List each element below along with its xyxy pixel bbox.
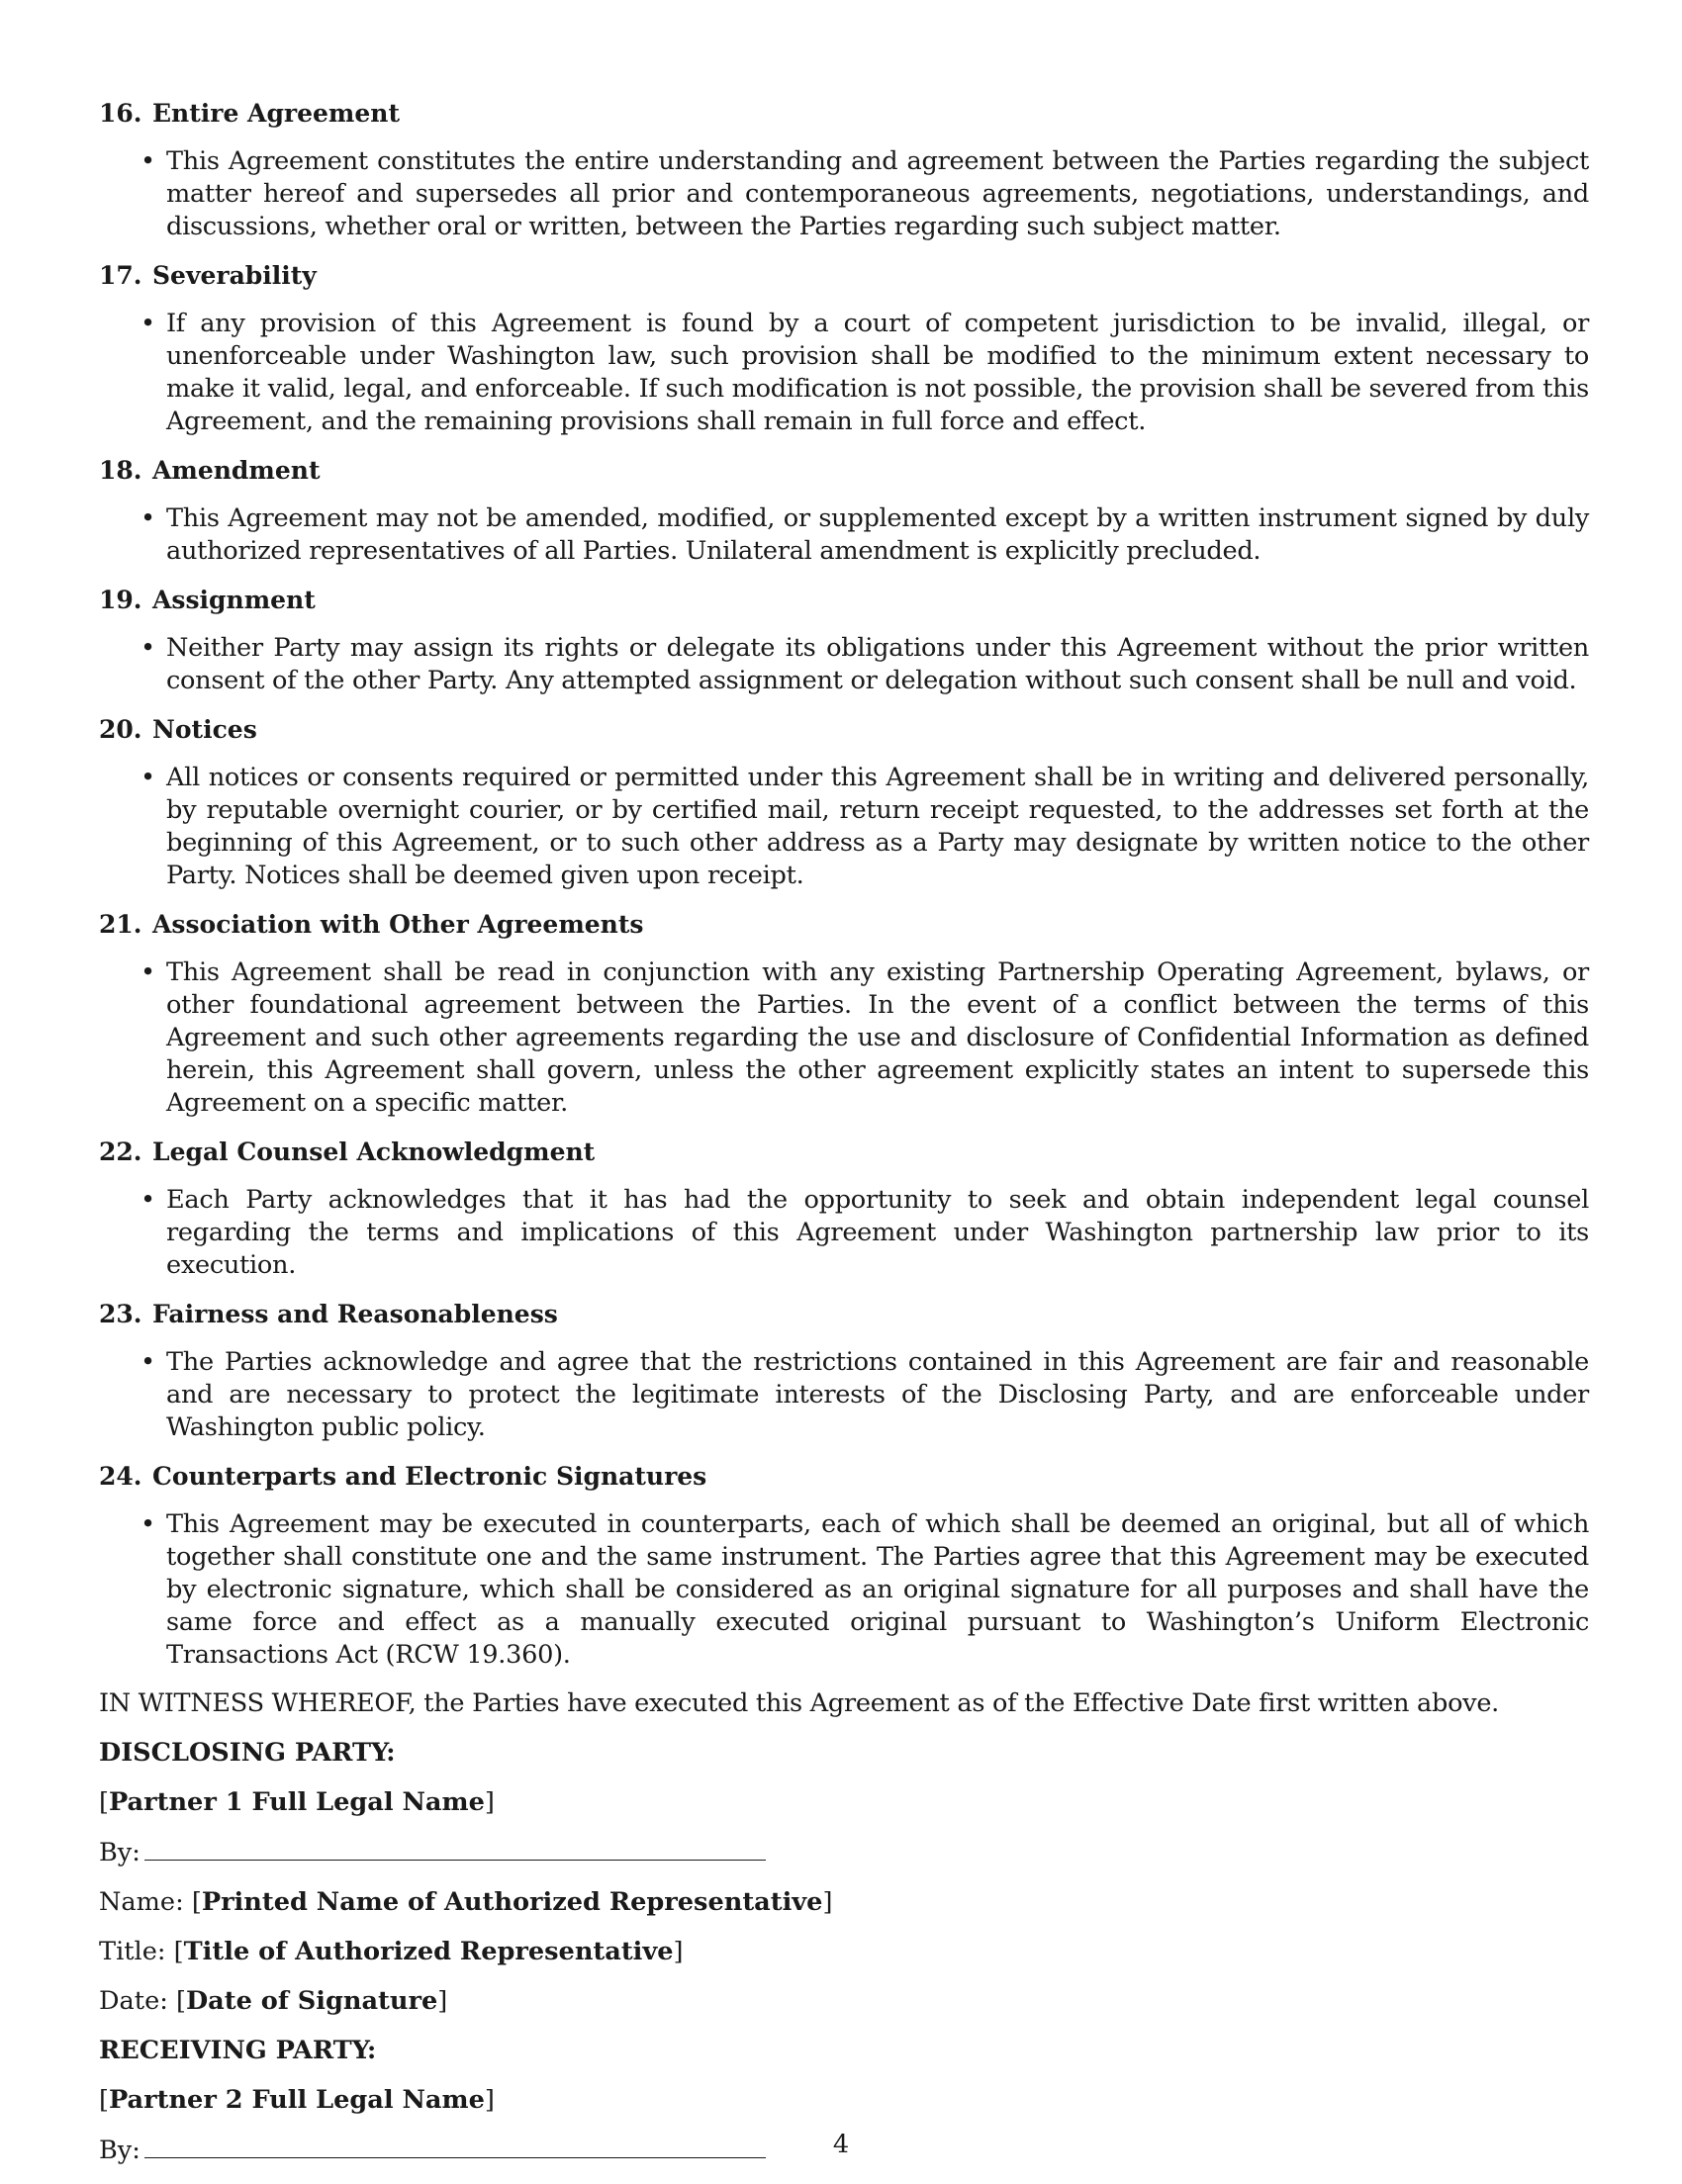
- section-title: Fairness and Reasonableness: [152, 1300, 558, 1328]
- section-text: • This Agreement may not be amended, modified, or supplemented except by a written instrument signed by duly authorized representatives of all Parties. Unilateral amendment is explicitly precluded.: [99, 502, 1589, 568]
- section-title: Legal Counsel Acknowledgment: [152, 1138, 596, 1166]
- page-number: 4: [832, 2130, 850, 2159]
- section-bullets: [99, 956, 1589, 1120]
- section-text: • If any provision of this Agreement is found by a court of competent jurisdiction to be invalid, illegal, or unenforceable under Washington law, such provision shall be modified to the minimum extent necessary to make it valid, legal, and enforceable. If such modification is not possible, the provision shall be severed from this Agreement, and the remaining provisions shall remain in full force and effect.: [99, 308, 1589, 438]
- disclosing-party-name: [Partner 1 Full Legal Name]: [99, 1787, 495, 1817]
- section-text: • This Agreement constitutes the entire understanding and agreement between the Parties regarding the subject matter hereof and supersedes all prior and contemporaneous agreements, negotiations, understandings, and discussions, whether oral or written, between the Parties regarding such subject matter.: [99, 145, 1589, 243]
- section-number: 22.: [99, 1138, 142, 1166]
- section-bullets: [99, 145, 1589, 243]
- section-block: [99, 97, 1589, 243]
- disclosing-party-block: [99, 1737, 1589, 2018]
- section-block: [99, 584, 1589, 697]
- section-block: [99, 1298, 1589, 1444]
- section-number: 23.: [99, 1300, 142, 1328]
- section-block: [99, 1460, 1589, 1672]
- section-block: [99, 713, 1589, 892]
- by-label: By:: [99, 2136, 140, 2165]
- section-number: 19.: [99, 586, 142, 614]
- signature-rule: [144, 1836, 766, 1861]
- section-block: [99, 1136, 1589, 1282]
- section-title: Association with Other Agreements: [152, 910, 644, 939]
- section-number: 18.: [99, 456, 142, 485]
- section-heading: [99, 1298, 1589, 1330]
- section-text: • Each Party acknowledges that it has had the opportunity to seek and obtain independent legal counsel regarding the terms and implications of this Agreement under Washington partnership law prior to its execution.: [99, 1184, 1589, 1282]
- receiving-party-name: [Partner 2 Full Legal Name]: [99, 2085, 495, 2115]
- disclosing-title: Title: [Title of Authorized Representative]: [99, 1937, 684, 1966]
- section-bullets: [99, 502, 1589, 568]
- section-heading: [99, 908, 1589, 941]
- section-bullets: [99, 632, 1589, 697]
- section-title: Amendment: [152, 456, 321, 485]
- receiving-party-heading: RECEIVING PARTY:: [99, 2036, 377, 2065]
- printed-name-value: Printed Name of Authorized Representative: [201, 1887, 823, 1917]
- section-block: [99, 908, 1589, 1120]
- section-bullets: [99, 308, 1589, 438]
- title-label: Title:: [99, 1937, 166, 1966]
- section-heading: [99, 1460, 1589, 1493]
- section-bullets: [99, 1346, 1589, 1444]
- section-title: Counterparts and Electronic Signatures: [152, 1462, 707, 1491]
- section-title: Entire Agreement: [152, 99, 400, 128]
- section-title: Severability: [152, 261, 317, 290]
- document-page: [99, 97, 1589, 2184]
- section-text: • This Agreement shall be read in conjunction with any existing Partnership Operating Agreement, bylaws, or other foundational agreement between the Parties. In the event of a conflict between the terms of this Agreement and such other agreements regarding the use and disclosure of Confidential Information as defined herein, this Agreement shall govern, unless the other agreement explicitly states an intent to supersede this Agreement on a specific matter.: [99, 956, 1589, 1120]
- section-bullets: [99, 1508, 1589, 1672]
- disclosing-signature-line: [99, 1836, 1589, 1869]
- section-bullets: [99, 1184, 1589, 1282]
- section-text: • This Agreement may be executed in counterparts, each of which shall be deemed an original, but all of which together shall constitute one and the same instrument. The Parties agree that this Agreement may be executed by electronic signature, which shall be considered as an original signature for all purposes and shall have the same force and effect as a manually executed original pursuant to Washington’s Uniform Electronic Transactions Act (RCW 19.360).: [99, 1508, 1589, 1672]
- disclosing-printed-name: Name: [Printed Name of Authorized Representative]: [99, 1887, 833, 1917]
- section-text: • All notices or consents required or permitted under this Agreement shall be in writing and delivered personally, by reputable overnight courier, or by certified mail, return receipt requested, to the addresses set forth at the beginning of this Agreement, or to such other address as a Party may designate by written notice to the other Party. Notices shall be deemed given upon receipt.: [99, 762, 1589, 892]
- disclosing-party-heading: DISCLOSING PARTY:: [99, 1738, 396, 1768]
- by-label: By:: [99, 1838, 140, 1867]
- section-heading: [99, 1136, 1589, 1168]
- section-number: 20.: [99, 715, 142, 744]
- name-label: Name:: [99, 1887, 184, 1917]
- section-heading: [99, 454, 1589, 487]
- title-value: Title of Authorized Representative: [183, 1937, 674, 1966]
- section-block: [99, 259, 1589, 438]
- section-number: 16.: [99, 99, 142, 128]
- section-number: 17.: [99, 261, 142, 290]
- section-title: Assignment: [152, 586, 316, 614]
- section-number: 21.: [99, 910, 142, 939]
- section-heading: [99, 713, 1589, 746]
- section-title: Notices: [152, 715, 257, 744]
- disclosing-date: Date: [Date of Signature]: [99, 1986, 448, 2016]
- section-text: • Neither Party may assign its rights or delegate its obligations under this Agreement without the prior written consent of the other Party. Any attempted assignment or delegation without such consent shall be null and void.: [99, 632, 1589, 697]
- section-bullets: [99, 762, 1589, 892]
- section-text: • The Parties acknowledge and agree that the restrictions contained in this Agreement are fair and reasonable and are necessary to protect the legitimate interests of the Disclosing Party, and are enforceable under Washington public policy.: [99, 1346, 1589, 1444]
- section-heading: [99, 584, 1589, 616]
- section-number: 24.: [99, 1462, 142, 1491]
- witness-statement: IN WITNESS WHEREOF, the Parties have executed this Agreement as of the Effective Date first written above.: [99, 1688, 1500, 1718]
- sections-list: [99, 97, 1589, 1672]
- section-block: [99, 454, 1589, 568]
- section-heading: [99, 97, 1589, 130]
- date-value: Date of Signature: [185, 1986, 438, 2016]
- section-heading: [99, 259, 1589, 292]
- date-label: Date:: [99, 1986, 168, 2016]
